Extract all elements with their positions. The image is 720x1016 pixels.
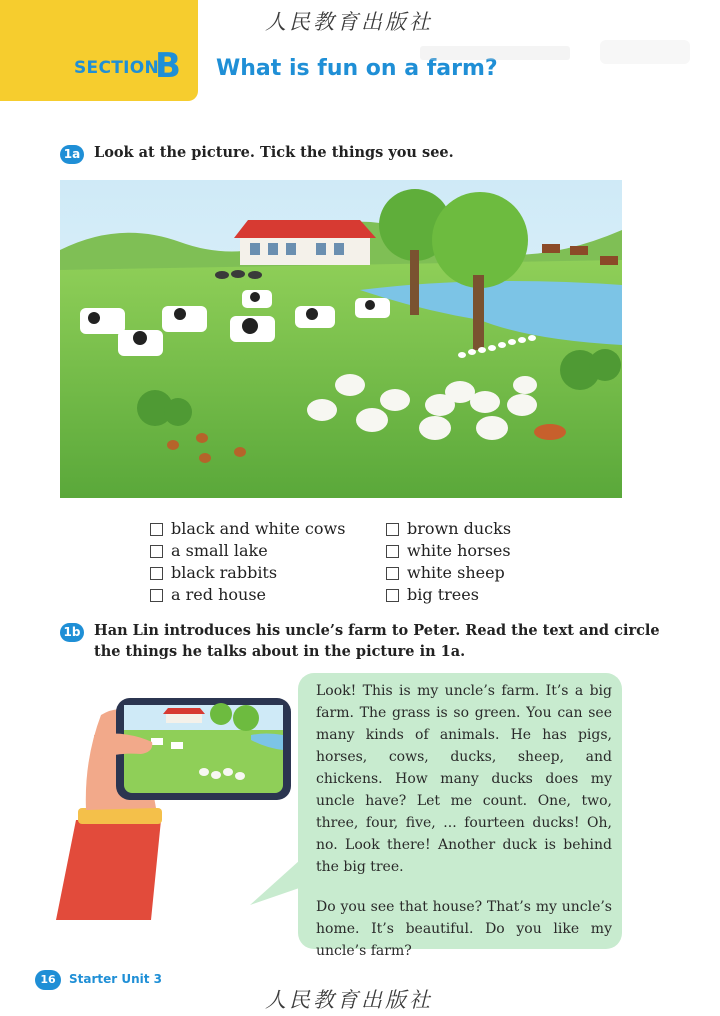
checklist-item[interactable]: a red house — [150, 586, 266, 604]
bubble-paragraph-2: Do you see that house? That’s my uncle’s home. It’s beautiful. Do you like my uncle’s farm? — [316, 899, 612, 959]
section-letter: B — [155, 46, 181, 86]
checklist-item[interactable]: white horses — [386, 542, 511, 560]
checkbox[interactable] — [150, 589, 163, 602]
activity-badge-1b: 1b — [60, 623, 84, 642]
checklist-item[interactable]: brown ducks — [386, 520, 511, 538]
speech-bubble-tail — [250, 860, 310, 910]
checklist-item[interactable]: big trees — [386, 586, 479, 604]
instruction-1b-line1: Han Lin introduces his uncle’s farm to Peter. Read the text and circle — [94, 622, 660, 639]
activity-badge-1a: 1a — [60, 145, 84, 164]
bubble-paragraph-1: Look! This is my uncle’s farm. It’s a big farm. The grass is so green. You can see many kinds of animals. He has pigs, horses, cows, ducks, sheep, and chickens. How many ducks does my uncle have? Let me count. One, two, three, four, five, ... fourteen ducks! Oh, no. Look there! Another duck is behind the big tree. — [316, 683, 612, 875]
checklist-item[interactable]: black and white cows — [150, 520, 345, 538]
checkbox[interactable] — [386, 567, 399, 580]
checkbox[interactable] — [150, 545, 163, 558]
section-label: SECTION — [74, 58, 160, 78]
bubble-text — [316, 680, 612, 962]
instruction-1b-line2: the things he talks about in the picture in 1a. — [94, 643, 466, 660]
unit-label: Starter Unit 3 — [69, 972, 163, 986]
checkbox[interactable] — [386, 589, 399, 602]
checklist-item[interactable]: white sheep — [386, 564, 505, 582]
checkbox[interactable] — [150, 523, 163, 536]
page-number: 16 — [35, 970, 61, 990]
checklist-item[interactable]: black rabbits — [150, 564, 277, 582]
publisher-logo-bottom: 人民教育出版社 — [265, 988, 433, 1012]
checkbox[interactable] — [386, 545, 399, 558]
checklist-item[interactable]: a small lake — [150, 542, 268, 560]
instruction-1a: Look at the picture. Tick the things you see. — [94, 144, 454, 161]
farm-illustration — [60, 180, 622, 498]
publisher-logo-top: 人民教育出版社 — [265, 10, 433, 34]
video-watermark — [420, 38, 700, 68]
checkbox[interactable] — [386, 523, 399, 536]
checkbox[interactable] — [150, 567, 163, 580]
page-title: What is fun on a farm? — [216, 56, 498, 81]
